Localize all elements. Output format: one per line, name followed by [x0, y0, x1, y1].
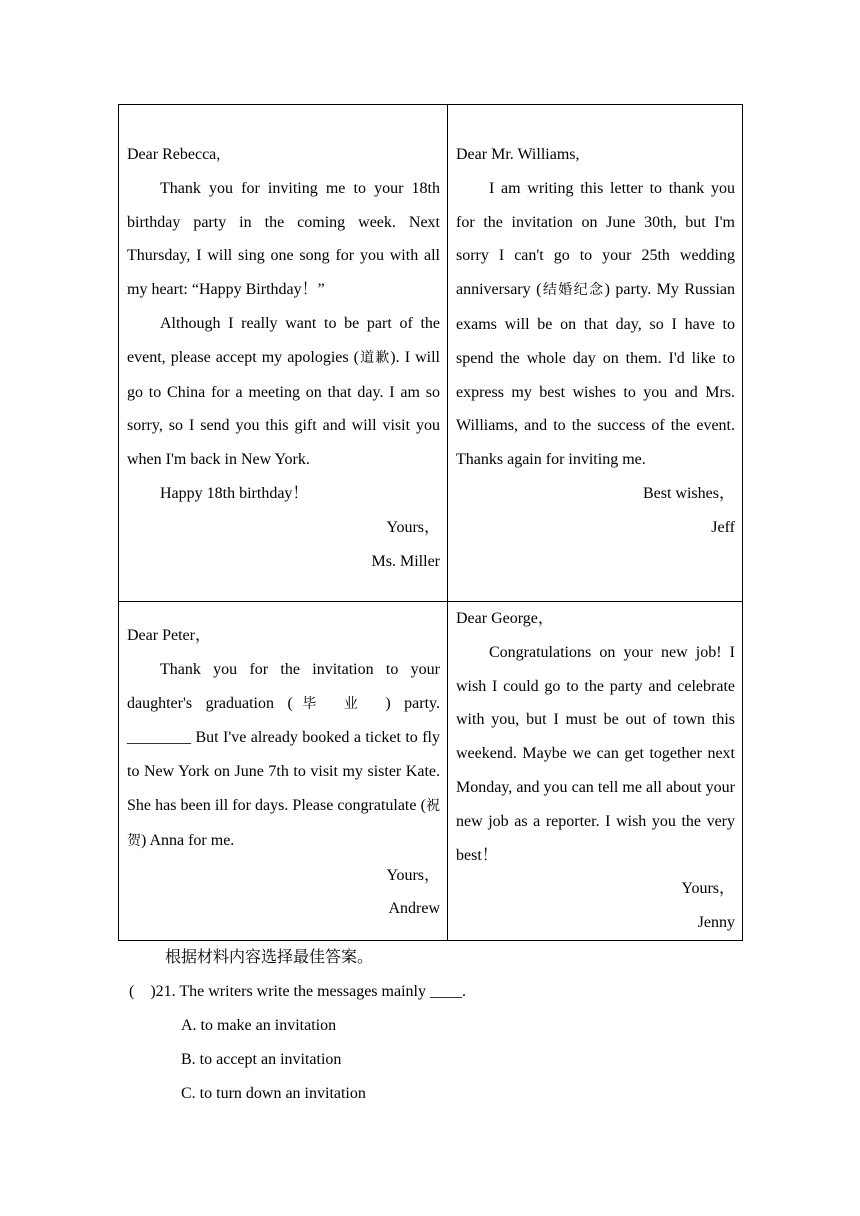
instruction: 根据材料内容选择最佳答案。	[165, 947, 374, 966]
closing: Yours，	[681, 880, 735, 898]
letter-george	[448, 602, 743, 941]
letter-williams	[448, 105, 743, 602]
letter-rebecca	[119, 105, 448, 602]
closing: Best wishes，	[642, 484, 735, 502]
greeting: Dear Peter，	[127, 627, 211, 644]
signature: Jeff	[711, 518, 735, 536]
paragraph: Although I really want to be part of the event, please accept my apologies (道歉). I will go to China for a meeting on that day. I am so sorry, so I send you this gift and will visit you when I'm back in New York.	[127, 314, 441, 469]
signature: Andrew	[388, 900, 440, 918]
signature: Ms. Miller	[371, 552, 440, 570]
closing: Yours，	[386, 518, 440, 536]
paragraph: Happy 18th birthday！	[160, 484, 309, 502]
question-21-stem: ( )21. The writers write the messages mainly ____.	[129, 983, 466, 1000]
greeting: Dear Rebecca,	[127, 146, 221, 163]
paragraph: Thank you for inviting me to your 18th birthday party in the coming week. Next Thursday, I will sing one song for you with all my heart: “Happy Birthday！”	[127, 179, 440, 299]
greeting: Dear George，	[456, 610, 554, 627]
option-b[interactable]: B. to accept an invitation	[181, 1051, 342, 1068]
signature: Jenny	[697, 914, 735, 932]
paragraph: Congratulations on your new job! I wish I could go to the party and celebrate with you, but I must be out of town this weekend. Maybe we can get together next Monday, and you can tell me all about your new job as a reporter. I wish you the very best！	[456, 643, 735, 864]
option-c[interactable]: C. to turn down an invitation	[181, 1085, 366, 1102]
letter-peter	[119, 602, 448, 941]
option-a[interactable]: A. to make an invitation	[181, 1017, 337, 1034]
paragraph: I am writing this letter to thank you for the invitation on June 30th, but I'm sorry I can't go to your 25th wedding anniversary (结婚纪念) party. My Russian exams will be on that day, so I have to spend the whole day on them. I'd like to express my best wishes to you and Mrs. Williams, and to the success of the event. Thanks again for inviting me.	[456, 179, 736, 469]
closing: Yours，	[386, 866, 440, 884]
greeting: Dear Mr. Williams,	[456, 146, 580, 163]
letters-table	[118, 104, 743, 941]
paragraph: Thank you for the invitation to your daughter's graduation (毕业) party. ________ But I've already booked a ticket to fly to New York on June 7th to visit my sister Kate. She has been ill for days. Please congratulate (祝贺) Anna for me.	[127, 660, 441, 849]
